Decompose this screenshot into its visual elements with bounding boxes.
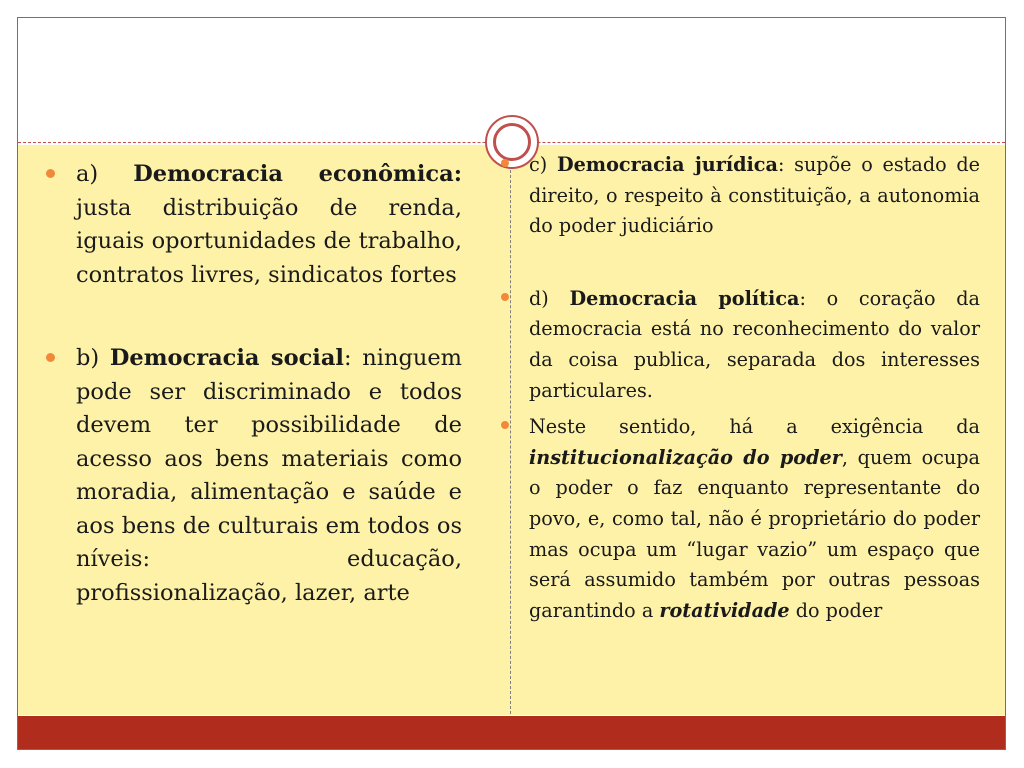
item-c-body: : supõe o estado de direito, o respeito à constituição, a autonomia do poder judiciário (529, 153, 980, 238)
bullet-item-c (498, 150, 980, 242)
bullet-icon (501, 159, 509, 167)
item-a-prefix: a) (76, 161, 134, 187)
item-b-prefix: b) (76, 345, 110, 371)
item-e-emphasis-institucionalizacao: institucionalização do poder (529, 445, 842, 469)
left-column (46, 158, 462, 610)
right-column (498, 150, 980, 626)
item-b-body: : ninguem pode ser discriminado e todos devem ter possibilidade de acesso aos bens materiais como moradia, alimentação e saúde e aos bens de culturais em todos os níveis: educação, profissionalização, lazer, arte (76, 345, 462, 606)
footer-bar (18, 716, 1005, 749)
bullet-item-d (498, 284, 980, 406)
bullet-item-b (46, 342, 462, 610)
item-e-text-1: Neste sentido, há a exigência da (529, 415, 980, 439)
item-c-prefix: c) (529, 153, 557, 176)
bullet-icon (46, 169, 55, 178)
bullet-item-a (46, 158, 462, 292)
bullet-icon (501, 421, 509, 429)
item-d-prefix: d) (529, 286, 570, 310)
bullet-icon (46, 353, 55, 362)
item-a-heading: Democracia econômica: (133, 161, 462, 187)
item-e-emphasis-rotatividade: rotatividade (659, 598, 790, 622)
item-d-heading: Democracia política (569, 286, 800, 310)
bullet-item-e (498, 412, 980, 626)
bullet-icon (501, 293, 509, 301)
item-b-heading: Democracia social (109, 345, 344, 371)
item-d-body: : o coração da democracia está no reconhecimento do valor da coisa publica, separada dos interesses particulares. (529, 286, 981, 402)
item-e-text-2: , quem ocupa o poder o faz enquanto representante do povo, e, como tal, não é proprietário do poder mas ocupa um “lugar vazio” um espaço que será assumido também por outras pessoas garantindo a (529, 445, 980, 622)
item-a-body: justa distribuição de renda, iguais oportunidades de trabalho, contratos livres, sindicatos fortes (76, 194, 462, 288)
item-c-heading: Democracia jurídica (556, 153, 778, 176)
item-e-text-3: do poder (789, 598, 883, 622)
